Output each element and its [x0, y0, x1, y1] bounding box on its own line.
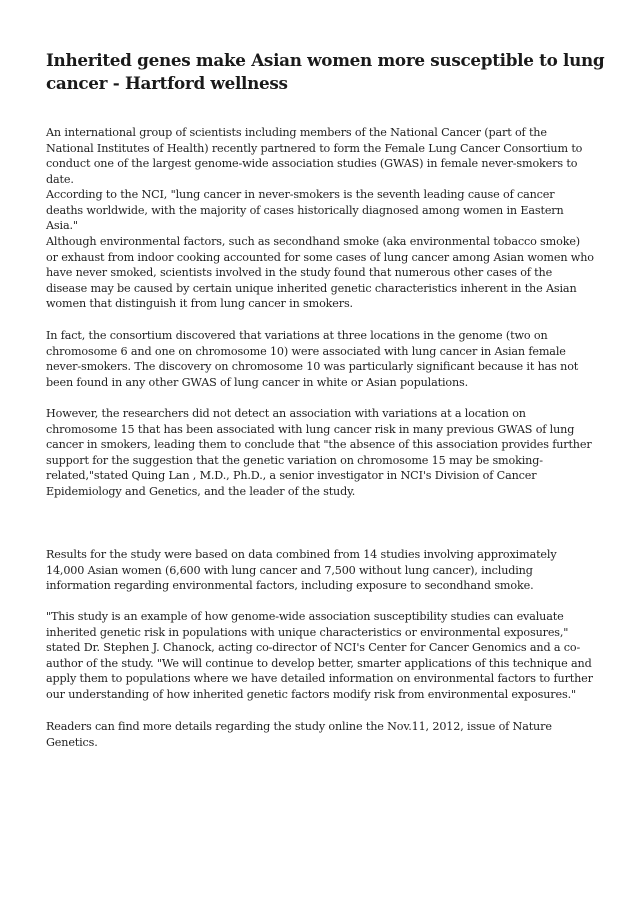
paragraph-study-results: Results for the study were based on data combined from 14 studies involving approximately 14,000 Asian women (6,600 with lung cancer and 7,500 without lung cancer), including information regarding environmental factors, including exposure to secondhand smoke.: [46, 548, 557, 593]
paragraph-environmental-factors: Although environmental factors, such as secondhand smoke (aka environmental tobacco smoke) or exhaust from indoor cooking accounted for some cases of lung cancer among Asian women who have never smoked, scientists involved in the study found that numerous other cases of the disease may be caused by certain unique inherited genetic characteristics inherent in the Asian women that distinguish it from lung cancer in smokers.: [46, 235, 594, 311]
paragraph-nci-quote: According to the NCI, "lung cancer in never-smokers is the seventh leading cause of cancer deaths worldwide, with the majority of cases historically diagnosed among women in Eastern Asia.": [46, 188, 564, 233]
document-title: Inherited genes make Asian women more susceptible to lung cancer - Hartford wellness: [46, 50, 605, 93]
paragraph-chanock-quote: "This study is an example of how genome-wide association susceptibility studies can evaluate inherited genetic risk in populations with unique characteristics or environmental exposures," stated Dr. Stephen J. Chanock, acting co-director of NCI's Center for Cancer Genomics and a co-author of the study. "We will continue to develop better, smarter applications of this technique and apply them to populations where we have detailed information on environmental factors to further our understanding of how inherited genetic factors modify risk from environmental exposures.": [46, 610, 593, 701]
paragraph-readers-details: Readers can find more details regarding the study online the Nov.11, 2012, issue of Nature Genetics.: [46, 720, 552, 749]
paragraph-genome-variations: In fact, the consortium discovered that variations at three locations in the genome (two on chromosome 6 and one on chromosome 10) were associated with lung cancer in Asian female never-smokers. The discovery on chromosome 10 was particularly significant because it has not been found in any other GWAS of lung cancer in white or Asian populations.: [46, 329, 579, 389]
paragraph-chromosome-15: However, the researchers did not detect an association with variations at a location on chromosome 15 that has been associated with lung cancer risk in many previous GWAS of lung cancer in smokers, leading them to conclude that "the absence of this association provides further support for the suggestion that the genetic variation on chromosome 15 may be smoking-related,"stated Quing Lan , M.D., Ph.D., a senior investigator in NCI's Division of Cancer Epidemiology and Genetics, and the leader of the study.: [46, 407, 592, 498]
paragraph-consortium-intro: An international group of scientists including members of the National Cancer (part of the National Institutes of Health) recently partnered to form the Female Lung Cancer Consortium to conduct one of the largest genome-wide association studies (GWAS) in female never-smokers to date.: [46, 126, 583, 186]
